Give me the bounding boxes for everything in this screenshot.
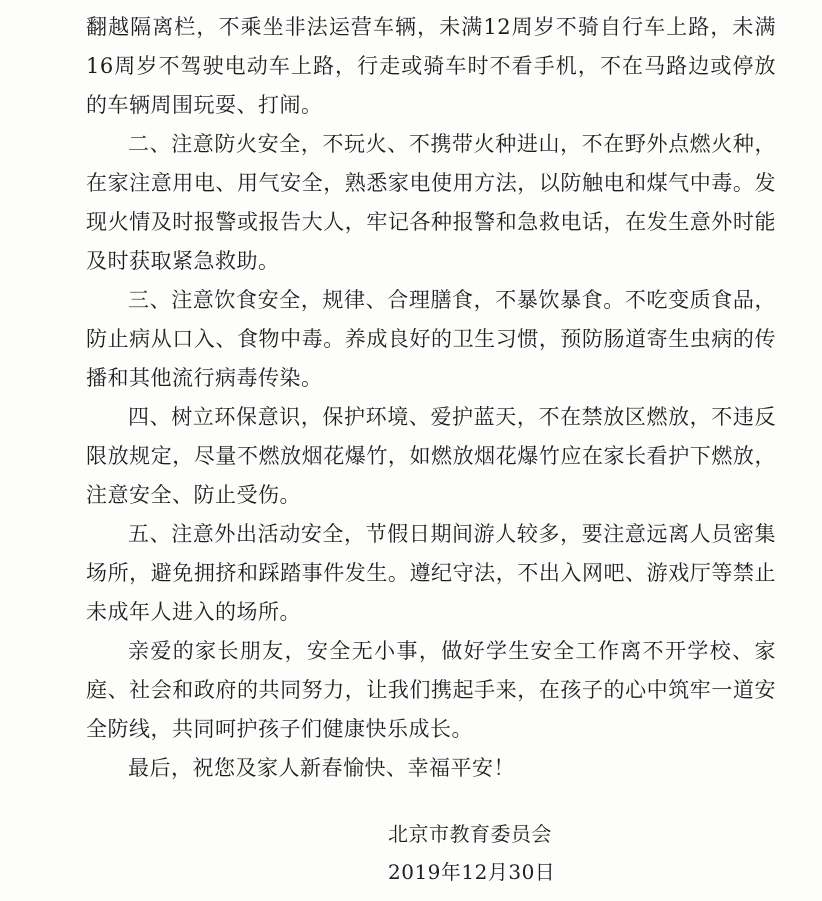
paragraph-new-year-greeting: 最后，祝您及家人新春愉快、幸福平安！: [128, 756, 515, 780]
paragraph-fire-safety: 二、注意防火安全，不玩火、不携带火种进山，不在野外点燃火种，在家注意用电、用气安全，熟悉家电使用方法，以防触电和煤气中毒。发现火情及时报警或报告大人，牢记各种报警和急救电话，在发生意外时能及时获取紧急救助。: [86, 132, 776, 273]
signature-date: 2019年12月30日: [388, 860, 556, 884]
paragraph-appeal-to-parents: 亲爱的家长朋友，安全无小事，做好学生安全工作离不开学校、家庭、社会和政府的共同努力，让我们携起手来，在孩子的心中筑牢一道安全防线，共同呵护孩子们健康快乐成长。: [86, 639, 776, 741]
paragraph-outing-safety: 五、注意外出活动安全，节假日期间游人较多，要注意远离人员密集场所，避免拥挤和踩踏事件发生。遵纪守法，不出入网吧、游戏厅等禁止未成年人进入的场所。: [86, 522, 776, 624]
paragraph-traffic-safety-continued: 翻越隔离栏，不乘坐非法运营车辆，未满12周岁不骑自行车上路，未满16周岁不驾驶电动车上路，行走或骑车时不看手机，不在马路边或停放的车辆周围玩耍、打闹。: [86, 15, 776, 117]
paragraph-environmental-awareness: 四、树立环保意识，保护环境、爱护蓝天，不在禁放区燃放，不违反限放规定，尽量不燃放烟花爆竹，如燃放烟花爆竹应在家长看护下燃放，注意安全、防止受伤。: [86, 405, 776, 507]
paragraph-food-safety: 三、注意饮食安全，规律、合理膳食，不暴饮暴食。不吃变质食品，防止病从口入、食物中毒。养成良好的卫生习惯，预防肠道寄生虫病的传播和其他流行病毒传染。: [86, 288, 776, 390]
document-body: [86, 8, 776, 788]
signature-organization: 北京市教育委员会: [388, 822, 552, 846]
